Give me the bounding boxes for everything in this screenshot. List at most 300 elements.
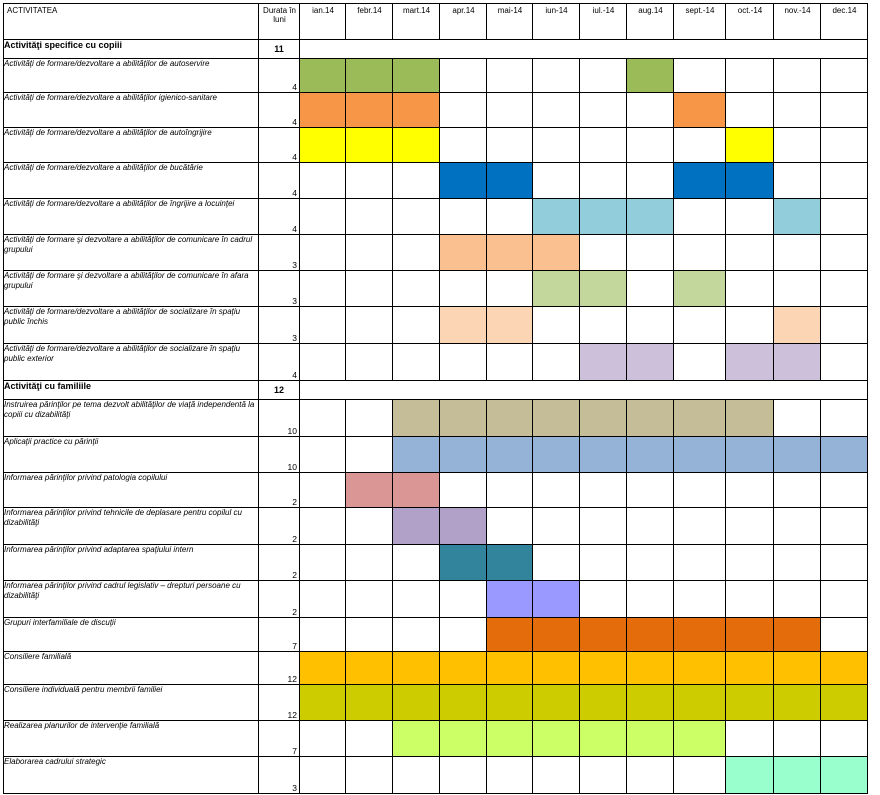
scheduled-month-cell [533,618,580,652]
month-cell [774,545,821,581]
scheduled-month-cell [533,652,580,685]
month-header: mart.14 [393,4,440,40]
month-cell [821,163,868,199]
activity-row [4,545,868,581]
month-cell [726,271,774,307]
month-cell [726,307,774,344]
scheduled-month-cell [627,721,674,757]
activity-duration: 12 [259,652,300,685]
scheduled-month-cell [726,685,774,721]
activity-row [4,757,868,794]
month-cell [487,93,533,128]
month-cell [821,508,868,545]
scheduled-month-cell [393,473,440,508]
month-cell [533,307,580,344]
month-cell [627,163,674,199]
scheduled-month-cell [440,307,487,344]
activity-label: Activităţi de formare/dezvoltare a abilităţilor de îngrijire a locuinţei [4,199,259,235]
month-cell [533,128,580,163]
scheduled-month-cell [300,128,346,163]
scheduled-month-cell [440,652,487,685]
scheduled-month-cell [627,344,674,381]
month-cell [440,59,487,93]
activity-label: Activităţi de formare/dezvoltare a abilităţilor igienico-sanitare [4,93,259,128]
month-cell [440,93,487,128]
month-cell [774,163,821,199]
activity-row [4,437,868,473]
activity-row [4,59,868,93]
month-cell [487,757,533,794]
scheduled-month-cell [674,721,726,757]
activity-duration: 2 [259,508,300,545]
month-cell [627,581,674,618]
activity-label: Informarea părinţilor privind patologia copilului [4,473,259,508]
month-cell [821,235,868,271]
month-cell [393,199,440,235]
month-cell [533,344,580,381]
scheduled-month-cell [393,400,440,437]
header-duration: Durata în luni [259,4,300,40]
month-cell [726,508,774,545]
month-cell [440,271,487,307]
scheduled-month-cell [487,437,533,473]
scheduled-month-cell [300,59,346,93]
scheduled-month-cell [346,473,393,508]
month-cell [346,508,393,545]
month-cell [533,93,580,128]
month-cell [774,721,821,757]
month-cell [440,473,487,508]
month-cell [580,581,627,618]
month-cell [821,721,868,757]
month-cell [580,59,627,93]
month-cell [533,163,580,199]
scheduled-month-cell [774,199,821,235]
month-cell [346,344,393,381]
month-cell [487,59,533,93]
scheduled-month-cell [487,581,533,618]
month-cell [393,545,440,581]
activity-duration: 2 [259,581,300,618]
section-title: Activităţi specifice cu copiii [4,40,259,59]
scheduled-month-cell [533,685,580,721]
activity-row [4,128,868,163]
section-title: Activităţi cu familiile [4,381,259,400]
month-cell [440,199,487,235]
scheduled-month-cell [300,685,346,721]
month-header: iul.-14 [580,4,627,40]
activity-label: Activităţi de formare/dezvoltare a abilităţilor de socializare în spaţiu public închis [4,307,259,344]
month-cell [726,93,774,128]
month-cell [346,545,393,581]
scheduled-month-cell [393,437,440,473]
scheduled-month-cell [674,400,726,437]
scheduled-month-cell [487,545,533,581]
scheduled-month-cell [821,652,868,685]
scheduled-month-cell [393,652,440,685]
month-cell [346,581,393,618]
activity-row [4,721,868,757]
scheduled-month-cell [580,199,627,235]
month-cell [300,508,346,545]
activity-duration: 3 [259,235,300,271]
month-cell [674,199,726,235]
month-cell [487,508,533,545]
scheduled-month-cell [726,652,774,685]
month-cell [346,307,393,344]
month-cell [627,307,674,344]
month-cell [774,400,821,437]
scheduled-month-cell [533,271,580,307]
section-children-activities [4,40,868,59]
activity-duration: 4 [259,163,300,199]
scheduled-month-cell [346,652,393,685]
scheduled-month-cell [674,163,726,199]
activity-label: Informarea părinţilor privind cadrul legislativ – drepturi persoane cu dizabilităţi [4,581,259,618]
scheduled-month-cell [487,618,533,652]
activity-row [4,618,868,652]
month-cell [393,757,440,794]
month-cell [627,235,674,271]
month-header: oct.-14 [726,4,774,40]
month-cell [580,508,627,545]
activity-row [4,271,868,307]
month-header: mai-14 [487,4,533,40]
month-cell [300,581,346,618]
scheduled-month-cell [627,437,674,473]
month-cell [774,128,821,163]
month-cell [821,545,868,581]
month-cell [774,508,821,545]
month-cell [580,93,627,128]
scheduled-month-cell [580,618,627,652]
scheduled-month-cell [346,93,393,128]
scheduled-month-cell [487,721,533,757]
month-cell [580,473,627,508]
month-cell [300,163,346,199]
month-cell [580,235,627,271]
activity-label: Aplicaţii practice cu părinţii [4,437,259,473]
month-cell [533,59,580,93]
scheduled-month-cell [774,757,821,794]
scheduled-month-cell [487,400,533,437]
month-cell [300,271,346,307]
month-cell [533,545,580,581]
activity-duration: 4 [259,93,300,128]
scheduled-month-cell [726,163,774,199]
month-cell [300,437,346,473]
scheduled-month-cell [627,685,674,721]
scheduled-month-cell [580,685,627,721]
month-cell [726,473,774,508]
month-cell [300,473,346,508]
activity-duration: 10 [259,400,300,437]
scheduled-month-cell [393,93,440,128]
month-cell [627,508,674,545]
month-cell [821,473,868,508]
scheduled-month-cell [346,59,393,93]
section-total-duration: 12 [259,381,300,400]
month-cell [533,757,580,794]
section-filler [300,40,868,59]
activity-row [4,473,868,508]
month-cell [674,235,726,271]
month-cell [726,721,774,757]
month-cell [774,59,821,93]
scheduled-month-cell [674,93,726,128]
activity-duration: 4 [259,344,300,381]
month-cell [533,508,580,545]
scheduled-month-cell [533,400,580,437]
scheduled-month-cell [821,685,868,721]
month-cell [674,581,726,618]
month-header: febr.14 [346,4,393,40]
scheduled-month-cell [487,652,533,685]
activity-duration: 2 [259,545,300,581]
month-cell [487,271,533,307]
activity-duration: 4 [259,59,300,93]
month-cell [346,757,393,794]
month-header: ian.14 [300,4,346,40]
month-cell [726,59,774,93]
month-cell [674,344,726,381]
scheduled-month-cell [533,199,580,235]
month-cell [300,344,346,381]
scheduled-month-cell [487,163,533,199]
scheduled-month-cell [627,400,674,437]
month-cell [674,128,726,163]
month-cell [821,59,868,93]
month-cell [393,581,440,618]
month-cell [533,473,580,508]
scheduled-month-cell [774,437,821,473]
month-cell [346,235,393,271]
scheduled-month-cell [726,400,774,437]
activity-duration: 12 [259,685,300,721]
month-cell [300,545,346,581]
month-cell [726,581,774,618]
activity-row [4,344,868,381]
activity-label: Grupuri interfamiliale de discuţii [4,618,259,652]
month-cell [821,344,868,381]
scheduled-month-cell [346,685,393,721]
activity-duration: 10 [259,437,300,473]
section-total-duration: 11 [259,40,300,59]
activity-label: Elaborarea cadrului strategic [4,757,259,794]
activity-label: Activităţi de formare/dezvoltare a abilităţilor de autoservire [4,59,259,93]
activity-row [4,581,868,618]
scheduled-month-cell [487,685,533,721]
scheduled-month-cell [440,721,487,757]
month-cell [346,721,393,757]
scheduled-month-cell [580,437,627,473]
activity-row [4,400,868,437]
scheduled-month-cell [580,344,627,381]
month-cell [440,618,487,652]
scheduled-month-cell [440,545,487,581]
month-cell [821,581,868,618]
month-cell [393,235,440,271]
month-header: dec.14 [821,4,868,40]
scheduled-month-cell [726,344,774,381]
month-cell [627,93,674,128]
month-cell [674,545,726,581]
activity-row [4,685,868,721]
activity-label: Activităţi de formare şi dezvoltare a abilităţilor de comunicare în afara grupului [4,271,259,307]
scheduled-month-cell [440,685,487,721]
month-cell [627,271,674,307]
scheduled-month-cell [627,618,674,652]
scheduled-month-cell [726,618,774,652]
activity-row [4,508,868,545]
scheduled-month-cell [300,93,346,128]
month-cell [821,400,868,437]
month-cell [346,618,393,652]
scheduled-month-cell [393,685,440,721]
month-cell [674,59,726,93]
scheduled-month-cell [440,235,487,271]
section-filler [300,381,868,400]
scheduled-month-cell [300,652,346,685]
scheduled-month-cell [533,721,580,757]
month-cell [580,128,627,163]
scheduled-month-cell [726,437,774,473]
month-cell [393,344,440,381]
month-cell [300,721,346,757]
month-cell [440,757,487,794]
scheduled-month-cell [821,437,868,473]
activity-duration: 4 [259,128,300,163]
month-cell [300,400,346,437]
scheduled-month-cell [674,437,726,473]
scheduled-month-cell [393,508,440,545]
scheduled-month-cell [580,721,627,757]
month-cell [774,473,821,508]
header-activity: ACTIVITATEA [4,4,259,40]
activity-duration: 7 [259,618,300,652]
activity-duration: 3 [259,757,300,794]
month-cell [440,581,487,618]
month-cell [487,473,533,508]
activity-label: Activităţi de formare/dezvoltare a abilităţilor de socializare în spaţiu public exterior [4,344,259,381]
activity-label: Activităţi de formare şi dezvoltare a abilităţilor de comunicare în cadrul grupului [4,235,259,271]
scheduled-month-cell [627,59,674,93]
month-cell [774,235,821,271]
month-header: iun-14 [533,4,580,40]
activity-row [4,235,868,271]
scheduled-month-cell [440,400,487,437]
activity-duration: 4 [259,199,300,235]
month-cell [346,271,393,307]
scheduled-month-cell [580,400,627,437]
activity-row [4,163,868,199]
scheduled-month-cell [533,437,580,473]
month-cell [774,93,821,128]
activity-row [4,93,868,128]
scheduled-month-cell [674,685,726,721]
scheduled-month-cell [627,199,674,235]
month-cell [580,307,627,344]
scheduled-month-cell [487,307,533,344]
month-cell [726,545,774,581]
month-cell [726,235,774,271]
scheduled-month-cell [580,271,627,307]
activity-label: Realizarea planurilor de intervenţie familială [4,721,259,757]
month-cell [726,199,774,235]
month-cell [821,93,868,128]
scheduled-month-cell [533,235,580,271]
header-row [4,4,868,40]
scheduled-month-cell [774,344,821,381]
activity-label: Consiliere individuală pentru membrii familiei [4,685,259,721]
scheduled-month-cell [674,652,726,685]
section-family-activities [4,381,868,400]
month-cell [580,757,627,794]
month-cell [627,757,674,794]
scheduled-month-cell [393,59,440,93]
month-cell [300,199,346,235]
scheduled-month-cell [346,128,393,163]
activity-row [4,307,868,344]
scheduled-month-cell [440,508,487,545]
month-header: aug.14 [627,4,674,40]
month-cell [487,128,533,163]
month-cell [440,344,487,381]
month-cell [440,128,487,163]
scheduled-month-cell [487,235,533,271]
activity-label: Instruirea părinţilor pe tema dezvolt abilităţilor de viaţă independentă la copiii cu dizabilităţi [4,400,259,437]
month-cell [674,307,726,344]
month-cell [300,757,346,794]
month-cell [627,128,674,163]
month-cell [346,400,393,437]
scheduled-month-cell [821,757,868,794]
month-cell [674,757,726,794]
scheduled-month-cell [580,652,627,685]
scheduled-month-cell [674,271,726,307]
scheduled-month-cell [774,652,821,685]
month-cell [821,307,868,344]
month-cell [346,163,393,199]
month-cell [774,581,821,618]
month-cell [346,199,393,235]
month-cell [821,271,868,307]
activity-duration: 3 [259,307,300,344]
activity-label: Informarea părinţilor privind tehnicile de deplasare pentru copilul cu dizabilităţi [4,508,259,545]
month-cell [393,307,440,344]
scheduled-month-cell [627,652,674,685]
scheduled-month-cell [393,721,440,757]
month-cell [393,163,440,199]
month-cell [346,437,393,473]
month-cell [627,473,674,508]
month-header: nov.-14 [774,4,821,40]
month-cell [674,473,726,508]
activity-label: Activităţi de formare/dezvoltare a abilităţilor de autoîngrijire [4,128,259,163]
month-cell [674,508,726,545]
scheduled-month-cell [440,437,487,473]
activity-duration: 3 [259,271,300,307]
month-cell [774,271,821,307]
month-cell [580,163,627,199]
scheduled-month-cell [774,685,821,721]
month-cell [821,128,868,163]
activity-row [4,199,868,235]
scheduled-month-cell [440,163,487,199]
scheduled-month-cell [774,307,821,344]
month-cell [300,618,346,652]
month-cell [580,545,627,581]
